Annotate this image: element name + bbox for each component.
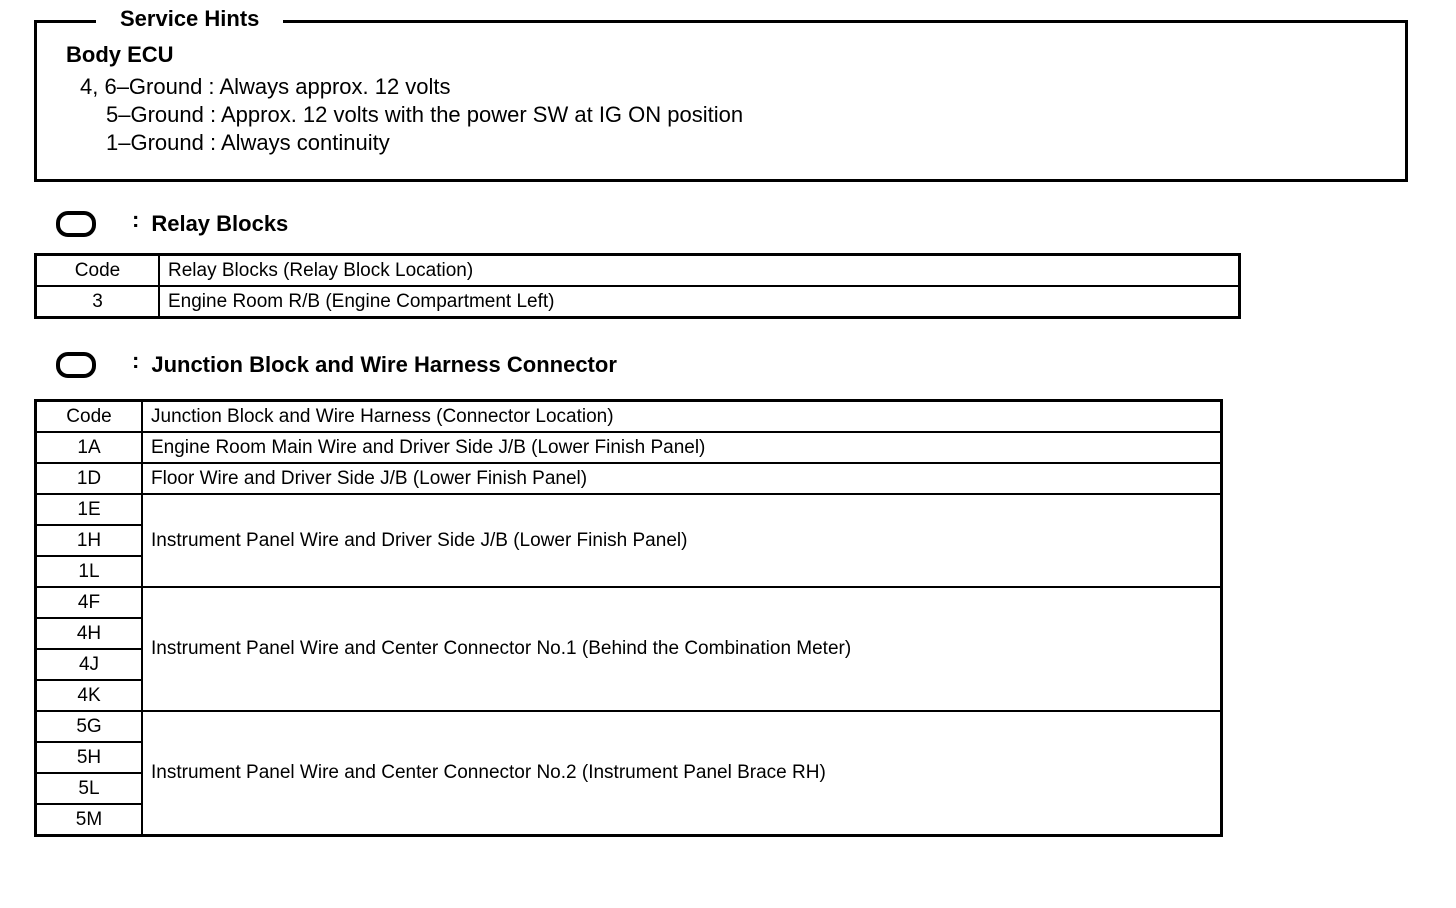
relay-blocks-heading bbox=[56, 207, 288, 241]
heading-colon: : bbox=[132, 348, 140, 373]
table-row bbox=[36, 494, 1222, 525]
relay-blocks-table bbox=[34, 253, 1241, 319]
code-header: Code bbox=[36, 255, 160, 287]
junction-block-heading bbox=[56, 348, 617, 382]
oval-connector-icon bbox=[56, 211, 96, 237]
code-cell: 5H bbox=[36, 742, 143, 773]
table-header-row bbox=[36, 401, 1222, 433]
code-cell: 4H bbox=[36, 618, 143, 649]
location-header: Relay Blocks (Relay Block Location) bbox=[159, 255, 1240, 287]
heading-colon: : bbox=[132, 207, 140, 232]
description-cell: Floor Wire and Driver Side J/B (Lower Finish Panel) bbox=[142, 463, 1222, 494]
code-cell: 5M bbox=[36, 804, 143, 836]
body-ecu-subtitle: Body ECU bbox=[66, 42, 174, 67]
hint-value: Always continuity bbox=[220, 130, 390, 155]
code-cell: 5G bbox=[36, 711, 143, 742]
hint-value: Always approx. 12 volts bbox=[219, 74, 451, 99]
hint-line bbox=[106, 102, 743, 128]
code-cell: 5L bbox=[36, 773, 143, 804]
hint-term: 5–Ground bbox=[106, 102, 204, 127]
description-cell: Instrument Panel Wire and Driver Side J/B (Lower Finish Panel) bbox=[142, 494, 1222, 587]
service-hints-box bbox=[34, 20, 1408, 182]
code-cell: 1L bbox=[36, 556, 143, 587]
code-cell: 1A bbox=[36, 432, 143, 463]
hint-line bbox=[80, 74, 451, 100]
location-header: Junction Block and Wire Harness (Connector Location) bbox=[142, 401, 1222, 433]
table-row bbox=[36, 711, 1222, 742]
table-row bbox=[36, 286, 1240, 318]
description-cell: Engine Room R/B (Engine Compartment Left) bbox=[159, 286, 1240, 318]
relay-blocks-title: Relay Blocks bbox=[151, 211, 289, 236]
junction-block-table bbox=[34, 399, 1223, 837]
hint-value: Approx. 12 volts with the power SW at IG ON position bbox=[220, 102, 744, 127]
code-cell: 4F bbox=[36, 587, 143, 618]
code-cell: 4K bbox=[36, 680, 143, 711]
description-cell: Instrument Panel Wire and Center Connector No.1 (Behind the Combination Meter) bbox=[142, 587, 1222, 711]
service-hints-title: Service Hints bbox=[96, 4, 283, 34]
table-row bbox=[36, 587, 1222, 618]
hint-term: 4, 6–Ground bbox=[80, 74, 203, 99]
code-cell: 1E bbox=[36, 494, 143, 525]
hint-term: 1–Ground bbox=[106, 130, 204, 155]
table-header-row bbox=[36, 255, 1240, 287]
oval-connector-icon bbox=[56, 352, 96, 378]
description-cell: Instrument Panel Wire and Center Connector No.2 (Instrument Panel Brace RH) bbox=[142, 711, 1222, 836]
hint-separator: : bbox=[203, 130, 221, 155]
table-row bbox=[36, 432, 1222, 463]
code-header: Code bbox=[36, 401, 143, 433]
code-cell: 4J bbox=[36, 649, 143, 680]
code-cell: 1D bbox=[36, 463, 143, 494]
description-cell: Engine Room Main Wire and Driver Side J/B (Lower Finish Panel) bbox=[142, 432, 1222, 463]
code-cell: 1H bbox=[36, 525, 143, 556]
junction-block-title: Junction Block and Wire Harness Connector bbox=[151, 352, 617, 377]
table-row bbox=[36, 463, 1222, 494]
hint-separator: : bbox=[202, 74, 220, 99]
code-cell: 3 bbox=[36, 286, 160, 318]
hint-line bbox=[106, 130, 390, 156]
hint-separator: : bbox=[203, 102, 221, 127]
